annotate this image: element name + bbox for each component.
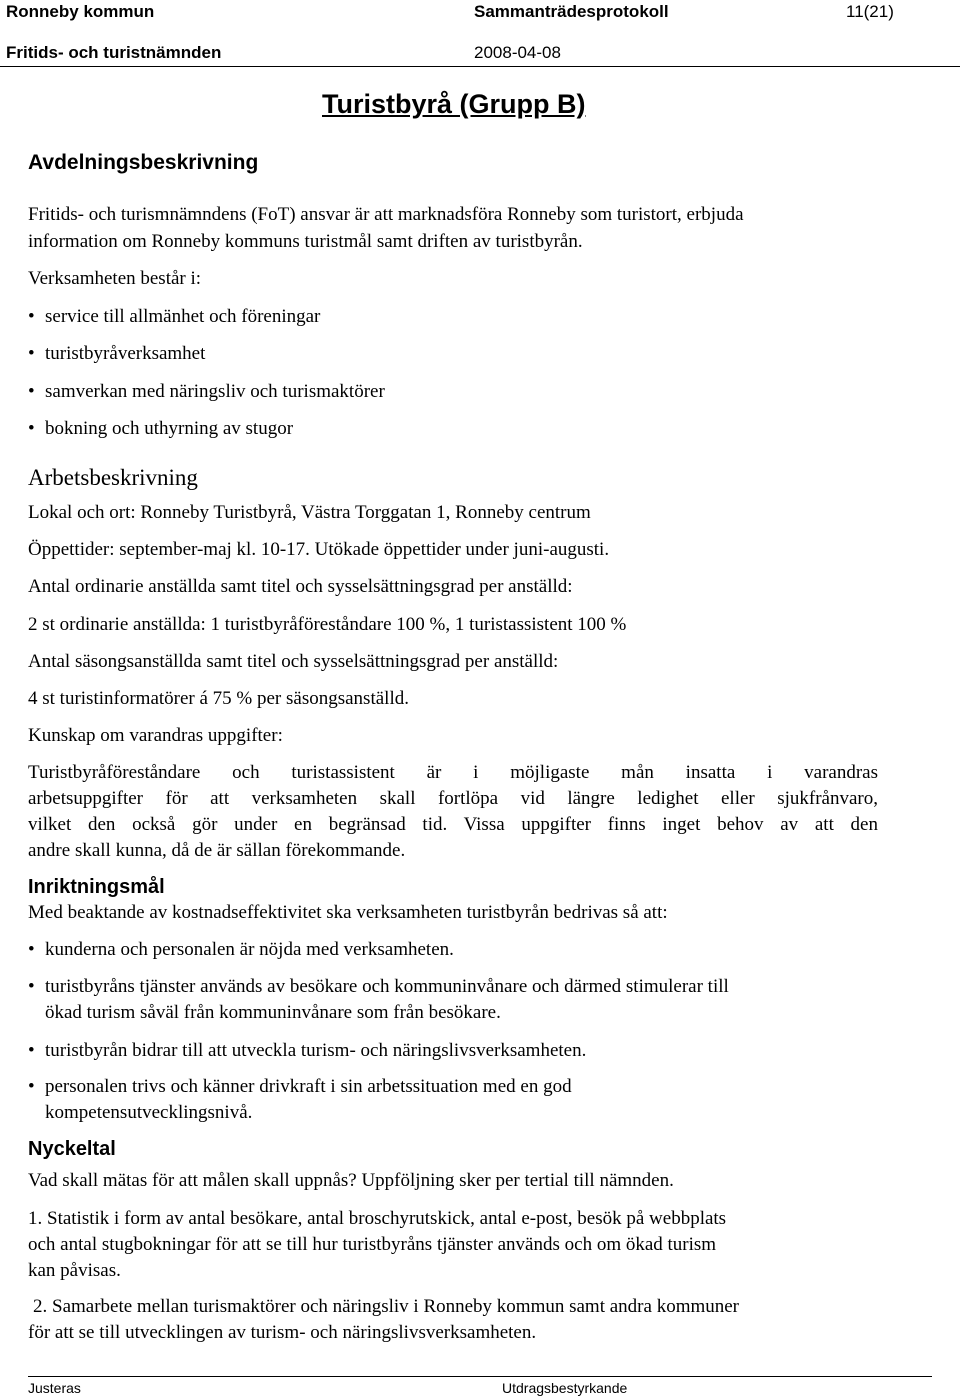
footer-utdragsbestyrkande: Utdragsbestyrkande [502,1380,628,1396]
knowledge-label: Kunskap om varandras uppgifter: [28,725,283,746]
header-rule [0,66,960,67]
knowledge-paragraph-line: andre skall kunna, då de är sällan förekommande. [28,840,406,861]
bullet-icon: • [28,1040,35,1061]
opening-hours-line: Öppettider: september-maj kl. 10-17. Utökade öppettider under juni-augusti. [28,539,610,560]
header-date: 2008-04-08 [474,43,561,62]
goal-item-continued: kompetensutvecklingsnivå. [45,1102,253,1123]
activity-item: bokning och uthyrning av stugor [45,418,294,439]
metric-item-continued: för att se till utvecklingen av turism- och näringslivsverksamheten. [28,1322,537,1343]
bullet-icon: • [28,343,35,364]
bullet-icon: • [28,418,35,439]
section-heading-nyckeltal: Nyckeltal [28,1138,116,1160]
header-document-type: Sammanträdesprotokoll [474,2,669,21]
metric-item-continued: och antal stugbokningar för att se till hur turistbyråns tjänster används och om ökad turism [28,1234,717,1255]
intro-line-1: Fritids- och turismnämndens (FoT) ansvar är att marknadsföra Ronneby som turistort, erbjuda [28,204,744,225]
bullet-icon: • [28,939,35,960]
activity-item: service till allmänhet och föreningar [45,306,321,327]
knowledge-paragraph-line: vilket den också gör under en begränsad tid. Vissa uppgifter finns inget behov av att den [28,814,878,835]
metric-item: 1. Statistik i form av antal besökare, antal broschyrutskick, antal e-post, besök på webbplats [28,1208,727,1229]
bullet-icon: • [28,306,35,327]
metric-item-continued: kan påvisas. [28,1260,121,1281]
seasonal-staff-label: Antal säsongsanställda samt titel och sysselsättningsgrad per anställd: [28,651,559,672]
goal-item-continued: ökad turism såväl från kommuninvånare som från besökare. [45,1002,501,1023]
section-heading-avdelningsbeskrivning: Avdelningsbeskrivning [28,151,259,174]
activity-item: samverkan med näringsliv och turismaktörer [45,381,385,402]
staff-value: 2 st ordinarie anställda: 1 turistbyråföreståndare 100 %, 1 turistassistent 100 % [28,614,627,635]
section-heading-arbetsbeskrivning: Arbetsbeskrivning [28,465,198,490]
bullet-icon: • [28,1076,35,1097]
goals-intro: Med beaktande av kostnadseffektivitet ska verksamheten turistbyrån bedrivas så att: [28,902,668,923]
knowledge-paragraph-line: arbetsuppgifter för att verksamheten skall fortlöpa vid längre ledighet eller sjukfrånvaro, [28,788,878,809]
bullet-icon: • [28,976,35,997]
location-line: Lokal och ort: Ronneby Turistbyrå, Västra Torggatan 1, Ronneby centrum [28,502,591,523]
seasonal-staff-value: 4 st turistinformatörer á 75 % per säsongsanställd. [28,688,409,709]
intro-line-2: information om Ronneby kommuns turistmål samt driften av turistbyrån. [28,231,583,252]
footer-rule [28,1376,932,1377]
header-committee: Fritids- och turistnämnden [6,43,222,62]
page-title: Turistbyrå (Grupp B) [322,89,586,119]
knowledge-paragraph-line: Turistbyråföreståndare och turistassistent är i möjligaste mån insatta i varandras [28,762,878,783]
goal-item: kunderna och personalen är nöjda med verksamheten. [45,939,454,960]
activity-item: turistbyråverksamhet [45,343,206,364]
activities-label: Verksamheten består i: [28,268,202,289]
header-organization: Ronneby kommun [6,2,155,21]
staff-label: Antal ordinarie anställda samt titel och sysselsättningsgrad per anställd: [28,576,573,597]
goal-item: turistbyrån bidrar till att utveckla turism- och näringslivsverksamheten. [45,1040,587,1061]
goal-item: personalen trivs och känner drivkraft i sin arbetssituation med en god [45,1076,572,1097]
section-heading-inriktningsmal: Inriktningsmål [28,876,165,898]
footer-justeras: Justeras [28,1380,81,1396]
metrics-intro: Vad skall mätas för att målen skall uppnås? Uppföljning sker per tertial till nämnden. [28,1170,674,1191]
metric-item: 2. Samarbete mellan turismaktörer och näringsliv i Ronneby kommun samt andra kommuner [33,1296,740,1317]
bullet-icon: • [28,381,35,402]
header-page-number: 11(21) [846,2,894,21]
goal-item: turistbyråns tjänster används av besökare och kommuninvånare och därmed stimulerar till [45,976,729,997]
